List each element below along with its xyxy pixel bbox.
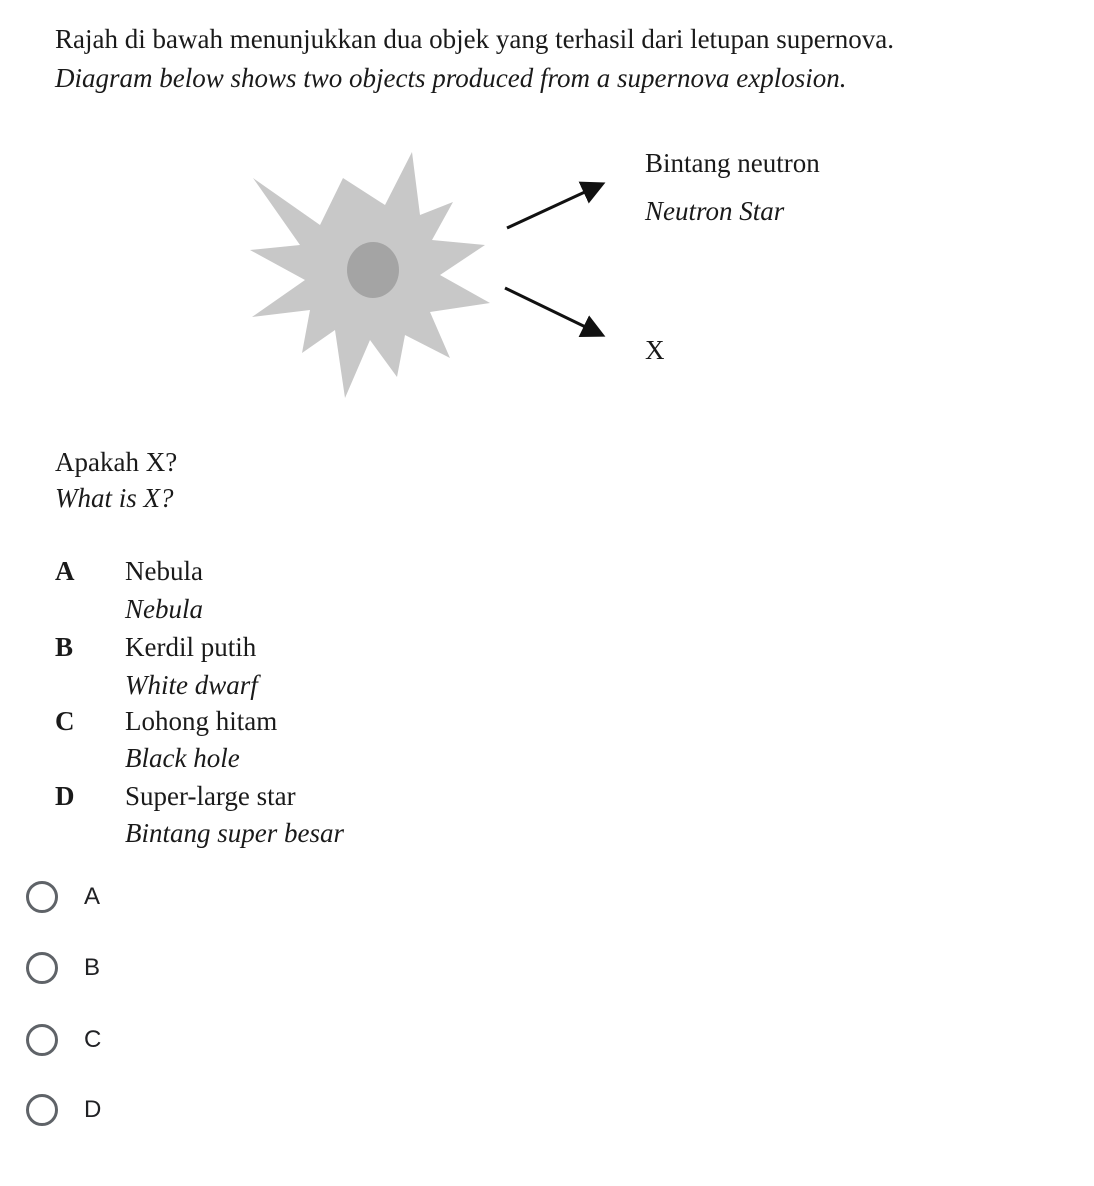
option-letter: C (55, 706, 75, 736)
option-letter: D (55, 781, 75, 811)
radio-circle-icon[interactable] (26, 952, 58, 984)
option-letter: A (55, 556, 75, 586)
radio-choice-c[interactable] (0, 1024, 101, 1056)
option-text-malay: Nebula (125, 556, 203, 586)
radio-circle-icon[interactable] (26, 1094, 58, 1126)
radio-choice-d[interactable] (0, 1094, 101, 1126)
label-bintang-neutron: Bintang neutron (645, 148, 820, 178)
question-text-english: Diagram below shows two objects produced from a supernova explosion. (55, 63, 847, 93)
arrow-to-neutron-star (507, 185, 600, 228)
label-x: X (645, 335, 665, 365)
radio-label: D (84, 1096, 102, 1123)
option-text-english: Black hole (125, 743, 240, 773)
option-text-malay: Kerdil putih (125, 632, 257, 662)
option-text-english: Nebula (125, 594, 203, 624)
radio-circle-icon[interactable] (26, 881, 58, 913)
radio-label: A (84, 883, 101, 910)
option-text-english: White dwarf (125, 670, 258, 700)
ask-malay: Apakah X? (55, 447, 178, 477)
option-text-first: Super-large star (125, 781, 296, 811)
option-text-malay: Lohong hitam (125, 706, 278, 736)
radio-choice-b[interactable] (0, 952, 100, 984)
radio-label: B (84, 954, 101, 981)
radio-circle-icon[interactable] (26, 1024, 58, 1056)
option-letter: B (55, 632, 74, 662)
ask-english: What is X? (55, 483, 174, 513)
question-text-malay: Rajah di bawah menunjukkan dua objek yang terhasil dari letupan supernova. (55, 24, 895, 54)
supernova-core (347, 242, 399, 298)
radio-label: C (84, 1026, 102, 1053)
supernova-diagram (0, 0, 1094, 420)
option-text-second: Bintang super besar (125, 818, 344, 848)
arrow-to-x (505, 288, 600, 334)
radio-choice-a[interactable] (0, 881, 100, 913)
label-neutron-star: Neutron Star (645, 196, 785, 226)
